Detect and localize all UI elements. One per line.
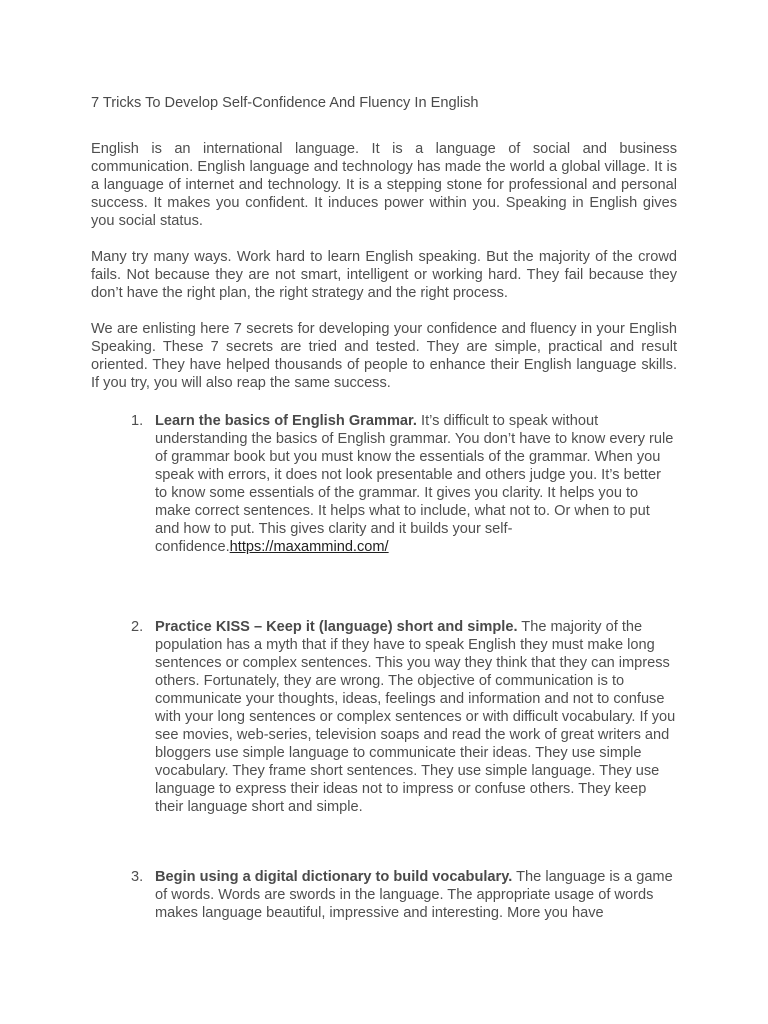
list-item xyxy=(91,412,677,556)
list-item-heading: Learn the basics of English Grammar. xyxy=(155,413,417,429)
problem-paragraph: Many try many ways. Work hard to learn English speaking. But the majority of the crowd fails. Not because they are not smart, intelligent or working hard. They fail because they don’t have the right plan, the right strategy and the right process. xyxy=(91,249,677,301)
intro-paragraph: English is an international language. It is a language of social and business communication. English language and technology has made the world a global village. It is a language of internet and technology. It is a stepping stone for professional and personal success. It makes you confident. It induces power within you. Speaking in English gives you social status. xyxy=(91,141,677,229)
list-item xyxy=(91,618,677,816)
list-item-body xyxy=(155,618,677,816)
list-item xyxy=(91,868,677,922)
list-number: 1. xyxy=(131,413,144,429)
list-item-text: The majority of the population has a myth that if they have to speak English they must make long sentences or complex sentences. This you way they think that they can impress others. Fortunately, they are wrong. The objective of communication is to communicate your thoughts, ideas, feelings and information and not to confuse with your long sentences or complex sentences or with difficult vocabulary. If you see movies, web-series, television soaps and read the work of great writers and bloggers use simple language to communicate their ideas. They use simple vocabulary. They frame short sentences. They use simple language. They use language to express their ideas not to impress or confuse others. They keep their language short and simple. xyxy=(155,619,676,815)
secrets-paragraph: We are enlisting here 7 secrets for developing your confidence and fluency in your English Speaking. These 7 secrets are tried and tested. They are simple, practical and result oriented. They have helped thousands of people to enhance their English language skills. If you try, you will also reap the same success. xyxy=(91,321,677,391)
list-number: 3. xyxy=(131,869,144,885)
list-item-text: It’s difficult to speak without understanding the basics of English grammar. You don’t have to know every rule of grammar book but you must know the essentials of the grammar. When you speak with errors, it does not look presentable and others judge you. It’s better to know some essentials of the grammar. It gives you clarity. It helps you to make correct sentences. It helps what to include, what not to. Or when to put and how to put. This gives clarity and it builds your self-confidence. xyxy=(155,413,674,555)
document-title: 7 Tricks To Develop Self-Confidence And Fluency In English xyxy=(91,95,479,111)
list-item-text: The language is a game of words. Words are swords in the language. The appropriate usage of words makes language beautiful, impressive and interesting. More you have xyxy=(155,869,673,921)
list-item-body xyxy=(155,412,677,556)
list-item-heading: Practice KISS – Keep it (language) short and simple. xyxy=(155,619,518,635)
list-item-body xyxy=(155,868,677,922)
list-item-heading: Begin using a digital dictionary to build vocabulary. xyxy=(155,869,513,885)
tricks-list xyxy=(91,412,677,922)
maxammind-link[interactable]: https://maxammind.com/ xyxy=(229,539,389,555)
list-number: 2. xyxy=(131,619,144,635)
